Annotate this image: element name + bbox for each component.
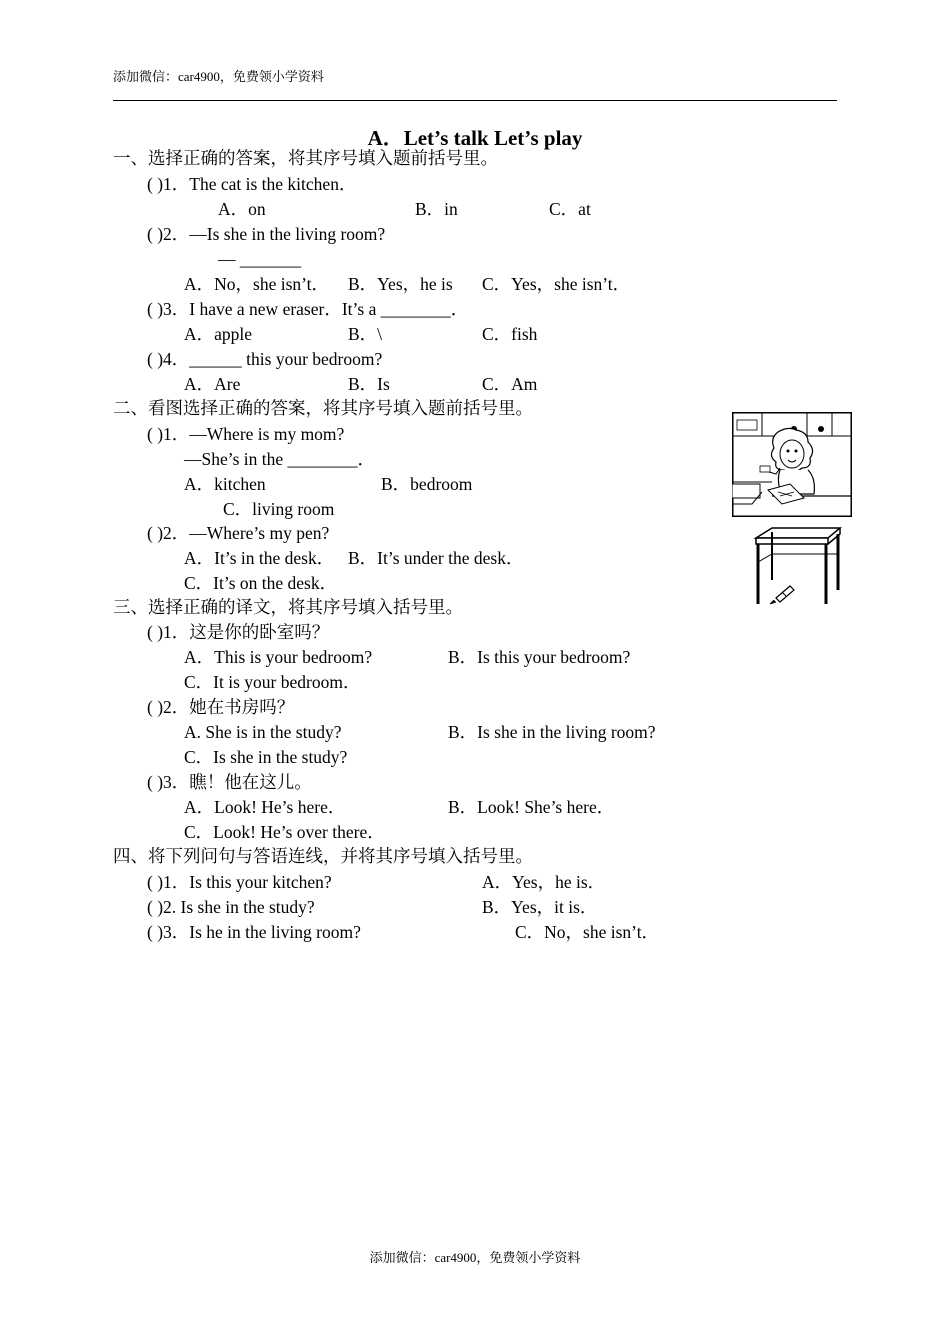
s3-q2-stem: ( )2．她在书房吗？ bbox=[147, 697, 295, 717]
s3-q2-option-c: C．Is she in the study? bbox=[184, 747, 348, 767]
s3-q3-option-b: B．Look! She’s here． bbox=[448, 797, 615, 817]
page-footer: 添加微信：car4900，免费领小学资料 bbox=[369, 1250, 581, 1265]
s4-q1-stem: ( )1．Is this your kitchen? bbox=[147, 872, 332, 892]
s1-q3-option-c: C．fish bbox=[482, 324, 538, 344]
s3-q1-stem: ( )1．这是你的卧室吗？ bbox=[147, 622, 330, 642]
s3-q3-stem: ( )3．瞧！他在这儿。 bbox=[147, 772, 312, 792]
s1-q4-option-a: A．Are bbox=[184, 374, 241, 394]
s3-q3-option-c: C．Look! He’s over there． bbox=[184, 822, 385, 842]
s2-q1-option-b: B．bedroom bbox=[381, 474, 473, 494]
s1-q3-option-b: B．\ bbox=[348, 324, 383, 344]
s1-q1-option-a: A．on bbox=[218, 199, 266, 219]
page-title: A．Let’s talk Let’s play bbox=[367, 126, 583, 150]
section-2-heading: 二、看图选择正确的答案，将其序号填入题前括号里。 bbox=[113, 398, 533, 418]
s1-q2-stem: ( )2．—Is she in the living room? bbox=[147, 224, 386, 244]
s1-q1-option-b: B．in bbox=[415, 199, 458, 219]
s1-q2-option-b: B．Yes，he is bbox=[348, 274, 453, 294]
s4-answer-c: C．No，she isn’t． bbox=[515, 922, 660, 942]
s3-q1-option-a: A．This is your bedroom? bbox=[184, 647, 373, 667]
s1-q3-option-a: A．apple bbox=[184, 324, 253, 344]
header-rule bbox=[113, 100, 837, 101]
section-1-heading: 一、选择正确的答案，将其序号填入题前括号里。 bbox=[113, 148, 498, 168]
kitchen-mom-illustration bbox=[732, 412, 852, 517]
desk-pen-illustration bbox=[748, 524, 844, 608]
s3-q2-option-a: A. She is in the study? bbox=[184, 722, 342, 742]
s2-q1-stem: ( )1．—Where is my mom? bbox=[147, 424, 345, 444]
s2-q1-option-c: C．living room bbox=[223, 499, 335, 519]
s2-q1-line2: —She’s in the ________． bbox=[184, 449, 376, 469]
s2-q1-option-a: A．kitchen bbox=[184, 474, 266, 494]
s3-q1-option-b: B．Is this your bedroom? bbox=[448, 647, 631, 667]
s2-q2-option-a: A．It’s in the desk． bbox=[184, 548, 335, 568]
s1-q2-option-c: C．Yes，she isn’t． bbox=[482, 274, 631, 294]
s4-answer-b: B．Yes，it is． bbox=[482, 897, 598, 917]
s1-q4-option-c: C．Am bbox=[482, 374, 538, 394]
s1-q4-stem: ( )4．______ this your bedroom? bbox=[147, 349, 383, 369]
s2-q2-stem: ( )2．—Where’s my pen? bbox=[147, 523, 330, 543]
s2-q2-option-c: C．It’s on the desk． bbox=[184, 573, 338, 593]
s1-q1-option-c: C．at bbox=[549, 199, 591, 219]
s3-q1-option-c: C．It is your bedroom． bbox=[184, 672, 361, 692]
s4-answer-a: A．Yes，he is． bbox=[482, 872, 606, 892]
s1-q3-stem: ( )3．I have a new eraser．It’s a ________． bbox=[147, 299, 469, 319]
s1-q4-option-b: B．Is bbox=[348, 374, 390, 394]
section-3-heading: 三、选择正确的译文，将其序号填入括号里。 bbox=[113, 597, 463, 617]
s3-q2-option-b: B．Is she in the living room? bbox=[448, 722, 656, 742]
page-header: 添加微信：car4900，免费领小学资料 bbox=[113, 69, 324, 84]
s4-q3-stem: ( )3．Is he in the living room? bbox=[147, 922, 361, 942]
s4-q2-stem: ( )2. Is she in the study? bbox=[147, 897, 315, 917]
s1-q2-blank: — _______ bbox=[218, 249, 302, 269]
s2-q2-option-b: B．It’s under the desk． bbox=[348, 548, 524, 568]
section-4-heading: 四、将下列问句与答语连线，并将其序号填入括号里。 bbox=[113, 846, 533, 866]
s1-q1-stem: ( )1．The cat is the kitchen． bbox=[147, 174, 357, 194]
s1-q2-option-a: A．No，she isn’t． bbox=[184, 274, 330, 294]
s3-q3-option-a: A．Look! He’s here． bbox=[184, 797, 346, 817]
